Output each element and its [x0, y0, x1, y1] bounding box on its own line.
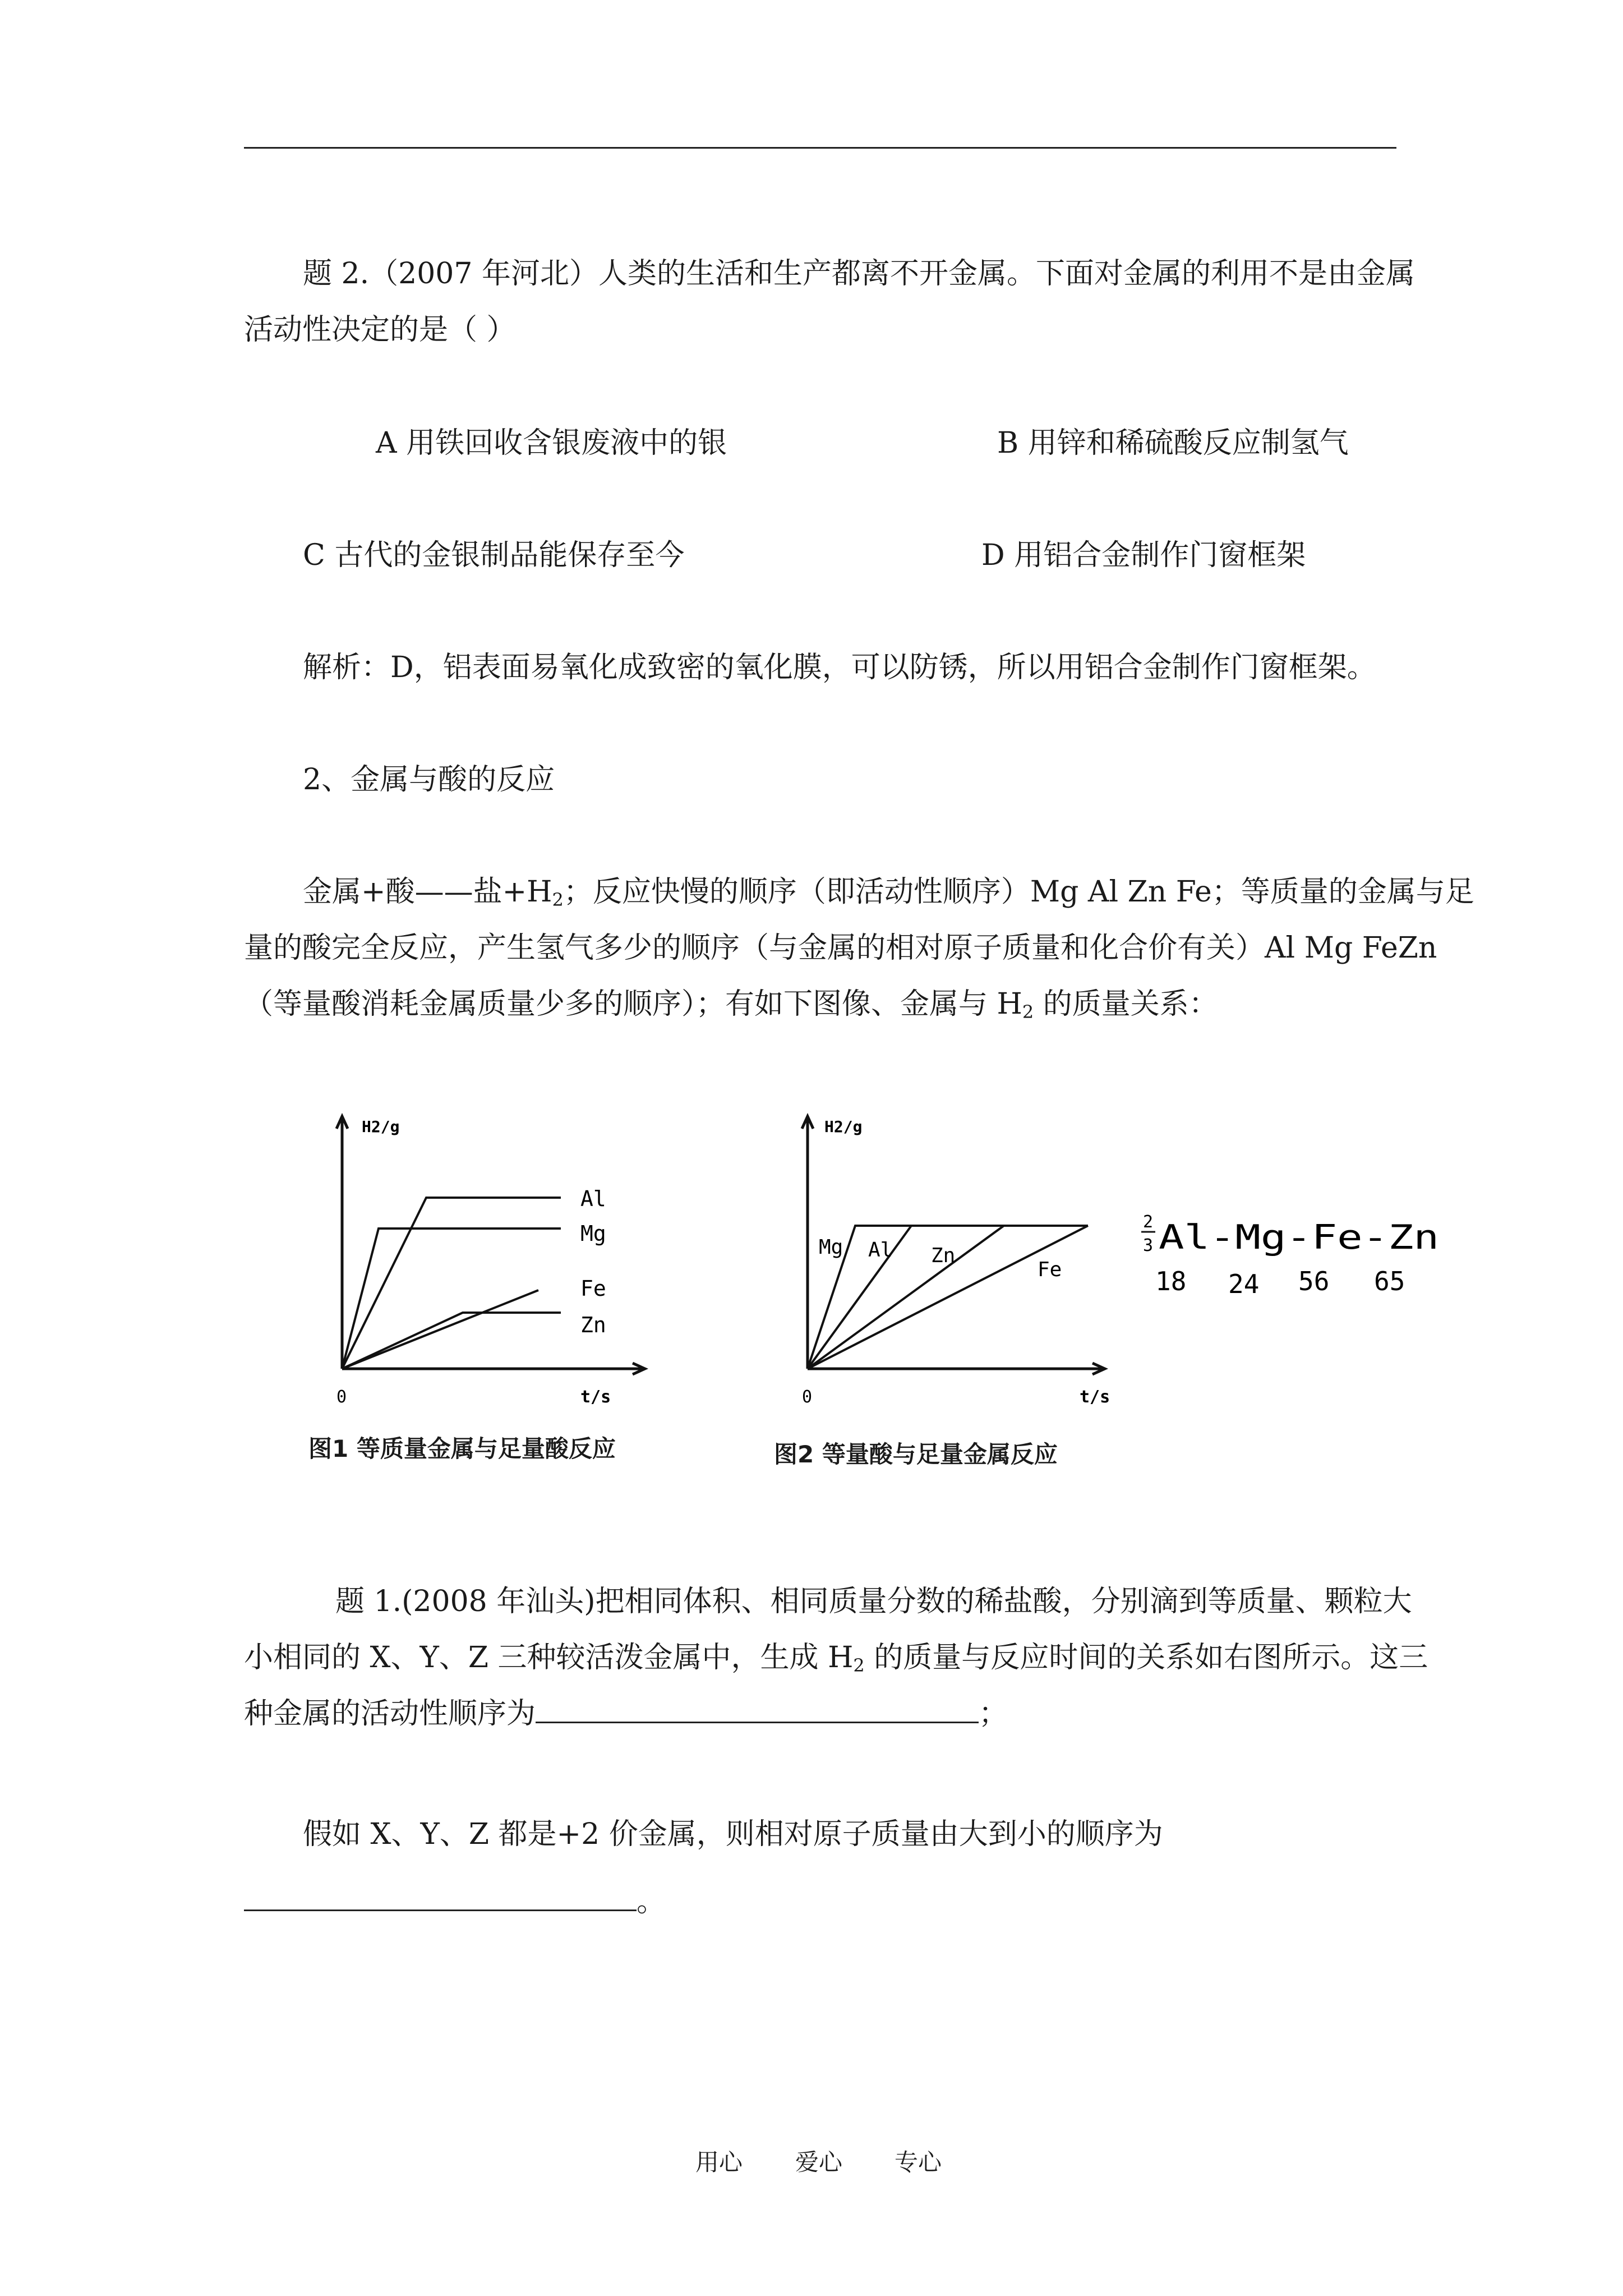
formula-svg — [1138, 1206, 1453, 1307]
fig1-xlabel: t/s — [580, 1387, 611, 1407]
fig1-label-al: Al — [580, 1186, 606, 1211]
q2-analysis: 解析：D，铝表面易氧化成致密的氧化膜，可以防锈，所以用铝合金制作门窗框架。 — [303, 651, 1376, 684]
q2-option-d: D 用铝合金制作门窗框架 — [981, 539, 1306, 572]
fig2-label-al: Al — [868, 1239, 893, 1262]
fig2-label-mg: Mg — [819, 1236, 843, 1259]
para-line1-b: ；反应快慢的顺序（即活动性顺序）Mg Al Zn Fe；等质量的金属与足 — [563, 875, 1474, 909]
formula-mass-al: 18 — [1155, 1266, 1187, 1296]
q2-option-a: A 用铁回收含银废液中的银 — [376, 426, 727, 460]
formula-chain: Al-Mg-Fe-Zn — [1159, 1218, 1439, 1257]
activity-order-blank[interactable] — [536, 1692, 979, 1723]
q2-line1: 题 2.（2007 年河北）人类的生活和生产都离不开金属。下面对金属的利用不是由金属 — [303, 257, 1415, 291]
q1-line3-a: 种金属的活动性顺序为 — [244, 1697, 536, 1731]
para-line2: 量的酸完全反应，产生氢气多少的顺序（与金属的相对原子质量和化合价有关）Al Mg FeZn — [244, 931, 1437, 965]
footer-word-2: 爱心 — [795, 2148, 843, 2176]
q1-line5 — [244, 1874, 666, 1930]
figure2-caption: 图2 等量酸与足量金属反应 — [774, 1441, 1058, 1468]
atomic-mass-order-blank[interactable] — [244, 1880, 637, 1911]
fig1-line-zn — [342, 1313, 561, 1369]
q1-line3 — [244, 1686, 1008, 1742]
q2-option-c: C 古代的金银制品能保存至今 — [303, 539, 685, 572]
fig2-xlabel: t/s — [1080, 1387, 1110, 1407]
section-heading: 2、金属与酸的反应 — [303, 763, 555, 797]
q2-option-b: B 用锌和稀硫酸反应制氢气 — [997, 426, 1349, 460]
para-line3 — [244, 976, 1218, 1032]
formula-mass-mg: 24 — [1228, 1269, 1260, 1299]
formula-frac-num: 2 — [1143, 1212, 1154, 1232]
fig1-label-fe: Fe — [580, 1276, 606, 1301]
formula-mass-fe: 56 — [1298, 1266, 1330, 1296]
fig2-origin: 0 — [802, 1387, 813, 1407]
fig2-label-fe: Fe — [1038, 1258, 1062, 1281]
fig1-label-mg: Mg — [580, 1221, 606, 1246]
q1-line2-b: 的质量与反应时间的关系如右图所示。这三 — [864, 1641, 1428, 1674]
footer-word-1: 用心 — [695, 2148, 743, 2176]
fig1-line-al — [342, 1198, 561, 1369]
q2-line2: 活动性决定的是（ ） — [244, 313, 516, 347]
fig1-line-mg — [342, 1228, 561, 1369]
fig2-label-zn: Zn — [931, 1244, 956, 1267]
para-line1-sub: 2 — [552, 889, 564, 910]
fig1-origin: 0 — [336, 1387, 347, 1407]
fig2-ylabel: H2/g — [824, 1117, 863, 1136]
q1-line2 — [244, 1630, 1428, 1686]
formula-block — [1138, 1206, 1439, 1307]
q1-line2-sub: 2 — [853, 1655, 865, 1676]
q1-line2-a: 小相同的 X、Y、Z 三种较活泼金属中，生成 H — [244, 1641, 854, 1674]
para-line3-b: 的质量关系： — [1034, 987, 1218, 1021]
fig1-line-fe — [342, 1290, 538, 1369]
para-line1-a: 金属+酸——盐+H — [303, 875, 552, 909]
para-line1 — [303, 864, 1474, 920]
para-line3-sub: 2 — [1022, 1001, 1034, 1023]
formula-mass-zn: 65 — [1374, 1266, 1405, 1296]
fig1-label-zn: Zn — [580, 1313, 606, 1337]
figure2-chart — [768, 1094, 1127, 1419]
q1-line4: 假如 X、Y、Z 都是+2 价金属，则相对原子质量由大到小的顺序为 — [303, 1818, 1163, 1851]
para-line3-a: （等量酸消耗金属质量少多的顺序）；有如下图像、金属与 H — [244, 987, 1022, 1021]
q1-line5-end: 。 — [637, 1885, 666, 1918]
q1-line3-b: ； — [979, 1697, 1008, 1731]
header-rule — [244, 147, 1396, 149]
formula-frac-den: 3 — [1143, 1236, 1154, 1255]
figure1-chart — [303, 1094, 707, 1419]
figure1-caption: 图1 等质量金属与足量酸反应 — [308, 1435, 616, 1462]
footer-word-3: 专心 — [895, 2148, 942, 2176]
fig1-ylabel: H2/g — [362, 1117, 400, 1136]
q1-line1: 题 1.(2008 年汕头)把相同体积、相同质量分数的稀盐酸，分别滴到等质量、颗粒大 — [335, 1585, 1412, 1618]
